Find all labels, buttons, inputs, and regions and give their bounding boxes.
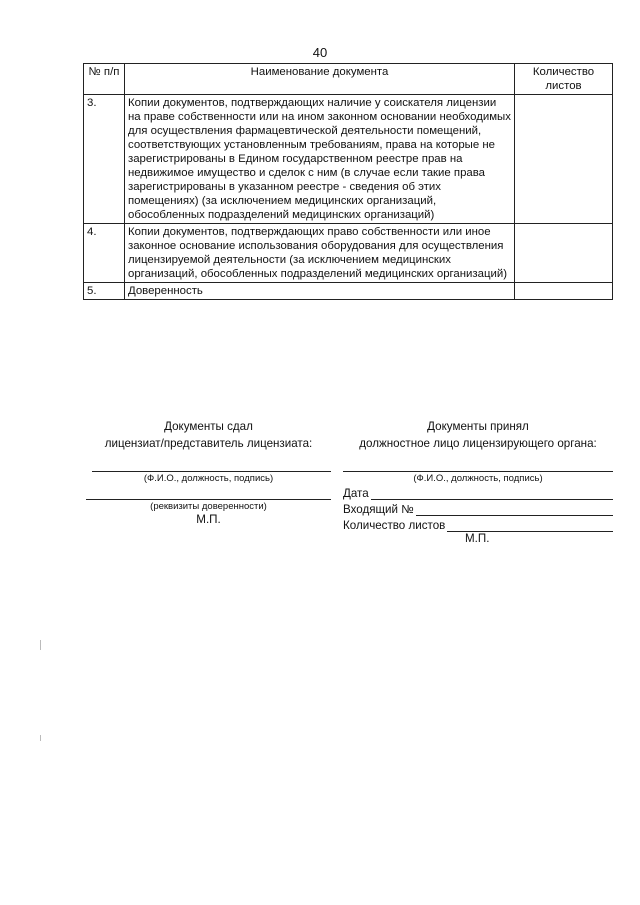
incoming-number-label: Входящий № [343, 503, 414, 516]
row-document-name: Копии документов, подтверждающих наличие у соискателя лицензии на праве собственности или на ином законном основании необходимых для осуществления фармацевтической деятельности помещений, соответствующих установленным требованиям, права на которые не зарегистрированы в Едином государственном реестре прав на недвижимое имущество и сделок с ним (в случае если такие права зарегистрированы в указанном реестре - сведения об этих помещениях) (за исключением медицинских организаций, обособленных подразделений медицинских организаций) [125, 95, 515, 224]
documents-table [83, 63, 613, 300]
row-number: 5. [84, 283, 125, 300]
incoming-number-field [343, 500, 613, 516]
table-row [84, 95, 613, 224]
submitter-signature-line [92, 457, 331, 472]
date-label: Дата [343, 487, 369, 500]
received-title: Документы принял [427, 420, 529, 433]
right-stamp-place: М.П. [465, 532, 490, 545]
row-document-name: Копии документов, подтверждающих право собственности или иное законное основание использования оборудования для осуществления лицензируемой деятельности (за исключением медицинских организаций, обособленных подразделений медицинских организаций) [125, 224, 515, 283]
received-by-block [343, 418, 613, 545]
submitted-subtitle: лицензиат/представитель лицензиата: [104, 437, 313, 450]
row-number: 4. [84, 224, 125, 283]
received-subtitle: должностное лицо лицензирующего органа: [359, 437, 597, 450]
row-sheet-count [515, 95, 613, 224]
page-number: 40 [312, 45, 328, 60]
submitted-title: Документы сдал [164, 420, 253, 433]
table-header-row [84, 64, 613, 95]
row-document-name: Доверенность [125, 283, 515, 300]
submitted-by-block [86, 418, 331, 526]
sheet-count-label: Количество листов [343, 519, 446, 532]
power-of-attorney-caption: (реквизиты доверенности) [150, 501, 267, 512]
receiver-signature-line [343, 457, 613, 472]
sheet-count-line [447, 519, 613, 532]
date-field [343, 484, 613, 500]
row-number: 3. [84, 95, 125, 224]
scan-mark [40, 640, 41, 650]
left-stamp-place: М.П. [196, 513, 221, 526]
receiver-fio-caption: (Ф.И.О., должность, подпись) [413, 473, 543, 484]
header-sheet-count: Количество листов [515, 64, 613, 95]
row-sheet-count [515, 224, 613, 283]
header-document-name: Наименование документа [125, 64, 515, 95]
scan-mark [40, 735, 41, 741]
header-number: № п/п [84, 64, 125, 95]
table-row [84, 224, 613, 283]
row-sheet-count [515, 283, 613, 300]
submitter-fio-caption: (Ф.И.О., должность, подпись) [143, 473, 274, 484]
power-of-attorney-line [86, 485, 331, 500]
sheet-count-field [343, 516, 613, 532]
incoming-number-line [416, 503, 613, 516]
table-row [84, 283, 613, 300]
date-line [371, 487, 613, 500]
